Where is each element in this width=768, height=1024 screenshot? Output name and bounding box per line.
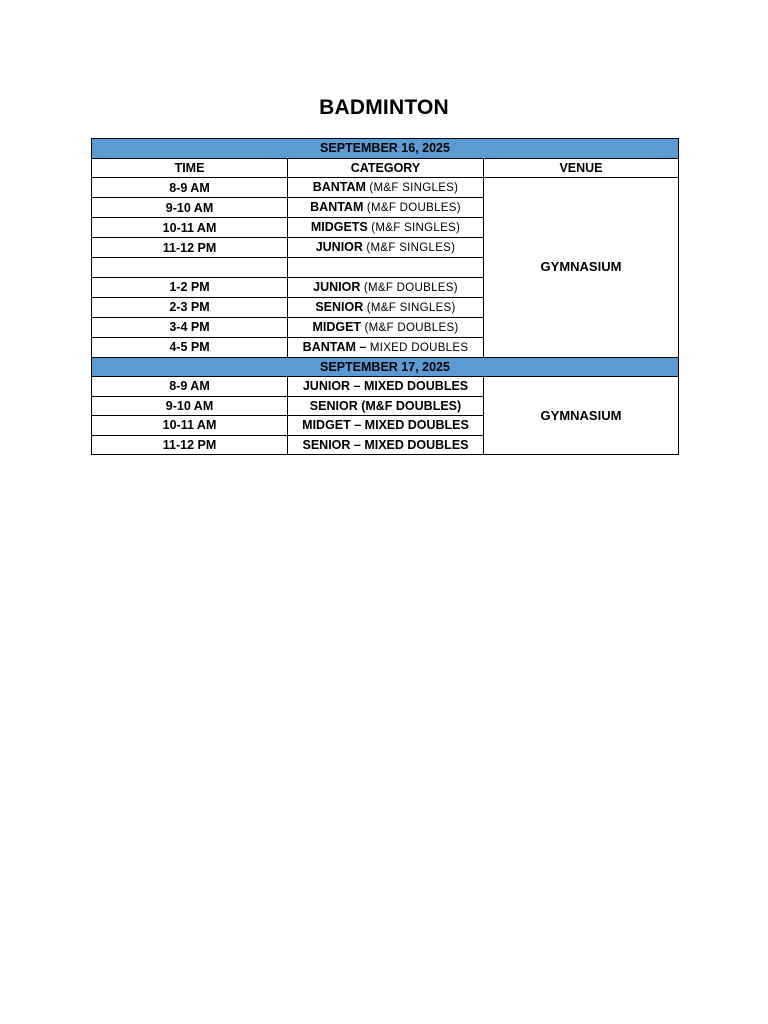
time-cell: 11-12 PM	[92, 238, 288, 258]
date-row	[92, 139, 679, 159]
category-sub: (M&F DOUBLES)	[364, 321, 459, 334]
column-header-row	[92, 158, 679, 178]
category-sub: (M&F DOUBLES)	[366, 202, 461, 214]
category-main: JUNIOR	[313, 279, 361, 294]
category-main: MIDGET	[312, 319, 362, 334]
category-separator: –	[359, 339, 367, 354]
category-cell: MIDGET – MIXED DOUBLES	[288, 416, 484, 436]
category-cell	[288, 258, 484, 278]
time-cell: 3-4 PM	[92, 317, 288, 337]
category-cell	[288, 317, 484, 337]
category-cell: SENIOR – MIXED DOUBLES	[288, 435, 484, 455]
category-cell	[288, 198, 484, 218]
time-cell: 1-2 PM	[92, 277, 288, 297]
category-cell	[288, 297, 484, 317]
time-cell: 9-10 AM	[92, 198, 288, 218]
venue-cell-day1: GYMNASIUM	[484, 178, 679, 358]
column-header-venue: VENUE	[484, 158, 679, 178]
column-header-time: TIME	[92, 158, 288, 178]
venue-cell-day2: GYMNASIUM	[484, 377, 679, 455]
category-sub: (M&F SINGLES)	[369, 182, 459, 194]
time-cell: 8-9 AM	[92, 377, 288, 397]
time-cell: 9-10 AM	[92, 396, 288, 416]
category-main: SENIOR	[315, 299, 364, 314]
category-cell: SENIOR (M&F DOUBLES)	[288, 396, 484, 416]
time-cell: 10-11 AM	[92, 416, 288, 436]
category-sub: MIXED DOUBLES	[369, 341, 469, 354]
category-main: BANTAM	[310, 200, 364, 214]
category-sub: (M&F SINGLES)	[366, 242, 456, 254]
date-header-day2: SEPTEMBER 17, 2025	[92, 357, 679, 377]
table-row	[92, 178, 679, 198]
category-sub: (M&F SINGLES)	[371, 222, 461, 234]
page-title: BADMINTON	[319, 96, 449, 119]
category-main: BANTAM	[302, 339, 356, 354]
schedule-table	[91, 138, 679, 455]
category-cell	[288, 337, 484, 357]
category-main: MIDGETS	[310, 220, 368, 234]
time-cell: 8-9 AM	[92, 178, 288, 198]
category-cell	[288, 277, 484, 297]
category-cell: JUNIOR – MIXED DOUBLES	[288, 377, 484, 397]
category-cell	[288, 238, 484, 258]
time-cell	[92, 258, 288, 278]
category-cell	[288, 218, 484, 238]
date-header-day1: SEPTEMBER 16, 2025	[92, 139, 679, 159]
time-cell: 2-3 PM	[92, 297, 288, 317]
time-cell: 4-5 PM	[92, 337, 288, 357]
category-main: BANTAM	[312, 180, 366, 194]
category-cell	[288, 178, 484, 198]
category-sub: (M&F DOUBLES)	[363, 281, 458, 294]
time-cell: 11-12 PM	[92, 435, 288, 455]
category-main: JUNIOR	[315, 240, 363, 254]
time-cell: 10-11 AM	[92, 218, 288, 238]
column-header-category: CATEGORY	[288, 158, 484, 178]
date-row	[92, 357, 679, 377]
category-sub: (M&F SINGLES)	[366, 301, 456, 314]
table-row	[92, 377, 679, 397]
